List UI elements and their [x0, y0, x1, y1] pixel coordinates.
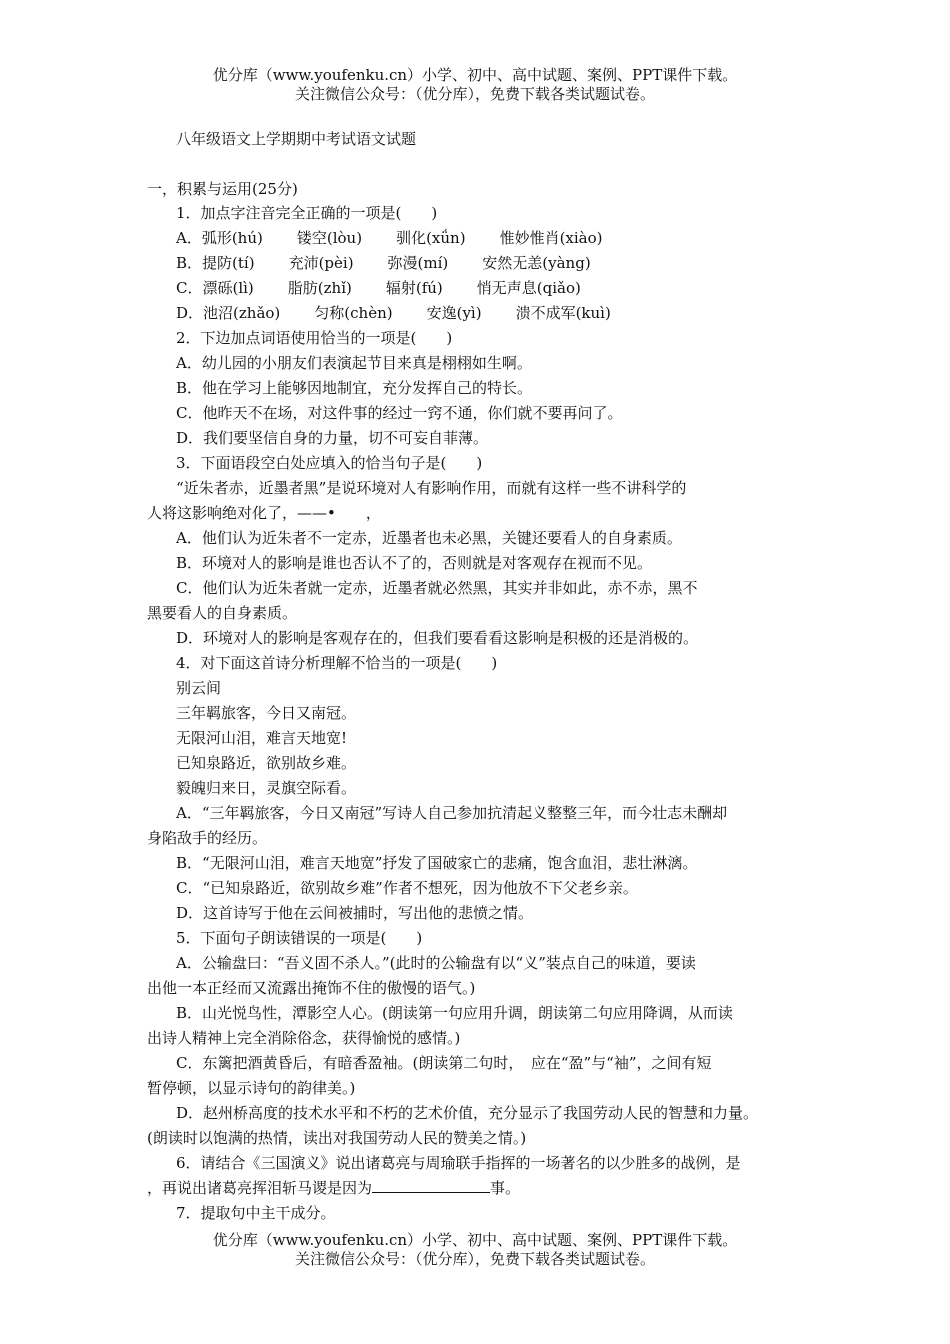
- q1-c-1: C．漂砾(lì): [176, 279, 254, 297]
- question-body: [147, 201, 817, 1226]
- q6-line-1: 6．请结合《三国演义》说出诸葛亮与周瑜联手指挥的一场著名的以少胜多的战例，是: [176, 1154, 741, 1172]
- q5-option-d-line-2: (朗读时以饱满的热情，读出对我国劳动人民的赞美之情。): [147, 1129, 527, 1147]
- poem-title: 别云间: [176, 679, 222, 697]
- q7-stem: 7．提取句中主干成分。: [176, 1204, 336, 1222]
- q1-c-2: 脂肪(zhǐ): [287, 279, 352, 297]
- q1-d-3: 安逸(yì): [426, 304, 482, 322]
- q2-option-d: D．我们要坚信自身的力量，切不可妄自菲薄。: [176, 429, 489, 447]
- q6-line-2-text: ，再说出诸葛亮挥泪斩马谡是因为: [147, 1179, 373, 1197]
- q1-b-4: 安然无恙(yàng): [482, 254, 591, 272]
- q1-stem: 1．加点字注音完全正确的一项是( ): [176, 204, 438, 222]
- q6-line-2-end: 事。: [490, 1179, 521, 1197]
- poem-line-1: 三年羁旅客，今日又南冠。: [176, 704, 357, 722]
- q4-stem: 4．对下面这首诗分析理解不恰当的一项是( ): [176, 654, 498, 672]
- section-heading: 一，积累与运用(25分): [147, 180, 298, 198]
- page-footer: [0, 1231, 950, 1269]
- q1-c-4: 悄无声息(qiǎo): [476, 279, 581, 297]
- q3-option-c-line-1: C．他们认为近朱者就一定赤，近墨者就必然黑，其实并非如此，赤不赤，黑不: [176, 579, 698, 597]
- poem-line-3: 已知泉路近，欲别故乡难。: [176, 754, 357, 772]
- q1-b-3: 弥漫(mí): [387, 254, 449, 272]
- q1-a-4: 惟妙惟肖(xiào): [499, 229, 603, 247]
- q5-option-b-line-1: B．山光悦鸟性，潭影空人心。(朗读第一句应用升调，朗读第二句应用降调，从而读: [176, 1004, 733, 1022]
- q5-option-b-line-2: 出诗人精神上完全消除俗念，获得愉悦的感情。): [147, 1029, 461, 1047]
- q1-option-d: [147, 301, 817, 326]
- q5-option-c-line-1: C．东篱把酒黄昏后，有暗香盈袖。(朗读第二句时， 应在“盈”与“袖”，之间有短: [176, 1054, 712, 1072]
- q5-option-a-line-1: A．公输盘曰：“吾义固不杀人。”(此时的公输盘有以“义”装点自己的味道，要读: [176, 954, 696, 972]
- q2-stem: 2．下边加点词语使用恰当的一项是( ): [176, 329, 453, 347]
- q1-a-1: A．弧形(hú): [176, 229, 263, 247]
- header-line-2: 关注微信公众号：（优分库），免费下载各类试题试卷。: [294, 85, 655, 103]
- q1-d-4: 溃不成军(kuì): [515, 304, 611, 322]
- q1-a-3: 驯化(xǘn): [396, 229, 466, 247]
- q1-b-2: 充沛(pèi): [288, 254, 354, 272]
- q1-c-3: 辐射(fú): [385, 279, 443, 297]
- q3-option-a: A．他们认为近朱者不一定赤，近墨者也未必黑，关键还要看人的自身素质。: [176, 529, 682, 547]
- q4-option-b: B．“无限河山泪，难言天地宽”抒发了国破家亡的悲痛，饱含血泪，悲壮淋漓。: [176, 854, 698, 872]
- footer-line-2: 关注微信公众号：（优分库），免费下载各类试题试卷。: [294, 1250, 655, 1268]
- q1-option-c: [147, 276, 817, 301]
- q5-option-d-line-1: D．赵州桥高度的技术水平和不朽的艺术价值，充分显示了我国劳动人民的智慧和力量。: [176, 1104, 759, 1122]
- q4-option-d: D．这首诗写于他在云间被捕时，写出他的悲愤之情。: [176, 904, 534, 922]
- q3-passage-line-2: 人将这影响绝对化了，——• ，: [147, 504, 381, 522]
- q6-line-2: [147, 1176, 817, 1201]
- poem-line-4: 毅魄归来日，灵旗空际看。: [176, 779, 357, 797]
- page-header: [0, 66, 950, 104]
- footer-line-1: 优分库（www.youfenku.cn）小学、初中、高中试题、案例、PPT课件下载。: [212, 1231, 738, 1249]
- q4-option-c: C．“已知泉路近，欲别故乡难”作者不想死，因为他放不下父老乡亲。: [176, 879, 638, 897]
- q1-d-1: D．池沼(zhǎo): [176, 304, 281, 322]
- q5-option-c-line-2: 暂停顿，以显示诗句的韵律美。): [147, 1079, 356, 1097]
- q2-option-c: C．他昨天不在场，对这件事的经过一窍不通，你们就不要再问了。: [176, 404, 623, 422]
- answer-blank: [372, 1178, 490, 1193]
- q3-option-c-line-2: 黑要看人的自身素质。: [147, 604, 298, 622]
- q1-option-b: [147, 251, 817, 276]
- q1-option-a: [147, 226, 817, 251]
- q1-b-1: B．提防(tí): [176, 254, 255, 272]
- q2-option-a: A．幼儿园的小朋友们表演起节目来真是栩栩如生啊。: [176, 354, 532, 372]
- q3-passage-line-1: “近朱者赤，近墨者黑”是说环境对人有影响作用，而就有这样一些不讲科学的: [176, 479, 687, 497]
- document-title: 八年级语文上学期期中考试语文试题: [176, 130, 417, 148]
- q5-stem: 5．下面句子朗读错误的一项是( ): [176, 929, 423, 947]
- q4-option-a-line-2: 身陷敌手的经历。: [147, 829, 268, 847]
- q1-a-2: 镂空(lòu): [296, 229, 363, 247]
- header-line-1: 优分库（www.youfenku.cn）小学、初中、高中试题、案例、PPT课件下载。: [212, 66, 738, 84]
- q3-option-b: B．环境对人的影响是谁也否认不了的，否则就是对客观存在视而不见。: [176, 554, 653, 572]
- q3-option-d: D．环境对人的影响是客观存在的，但我们要看看这影响是积极的还是消极的。: [176, 629, 699, 647]
- q2-option-b: B．他在学习上能够因地制宜，充分发挥自己的特长。: [176, 379, 533, 397]
- q3-stem: 3．下面语段空白处应填入的恰当句子是( ): [176, 454, 483, 472]
- q5-option-a-line-2: 出他一本正经而又流露出掩饰不住的傲慢的语气。): [147, 979, 476, 997]
- poem-line-2: 无限河山泪，难言天地宽!: [176, 729, 348, 747]
- q4-option-a-line-1: A．“三年羁旅客，今日又南冠”写诗人自己参加抗清起义整整三年，而今壮志未酬却: [176, 804, 728, 822]
- q1-d-2: 匀称(chèn): [314, 304, 393, 322]
